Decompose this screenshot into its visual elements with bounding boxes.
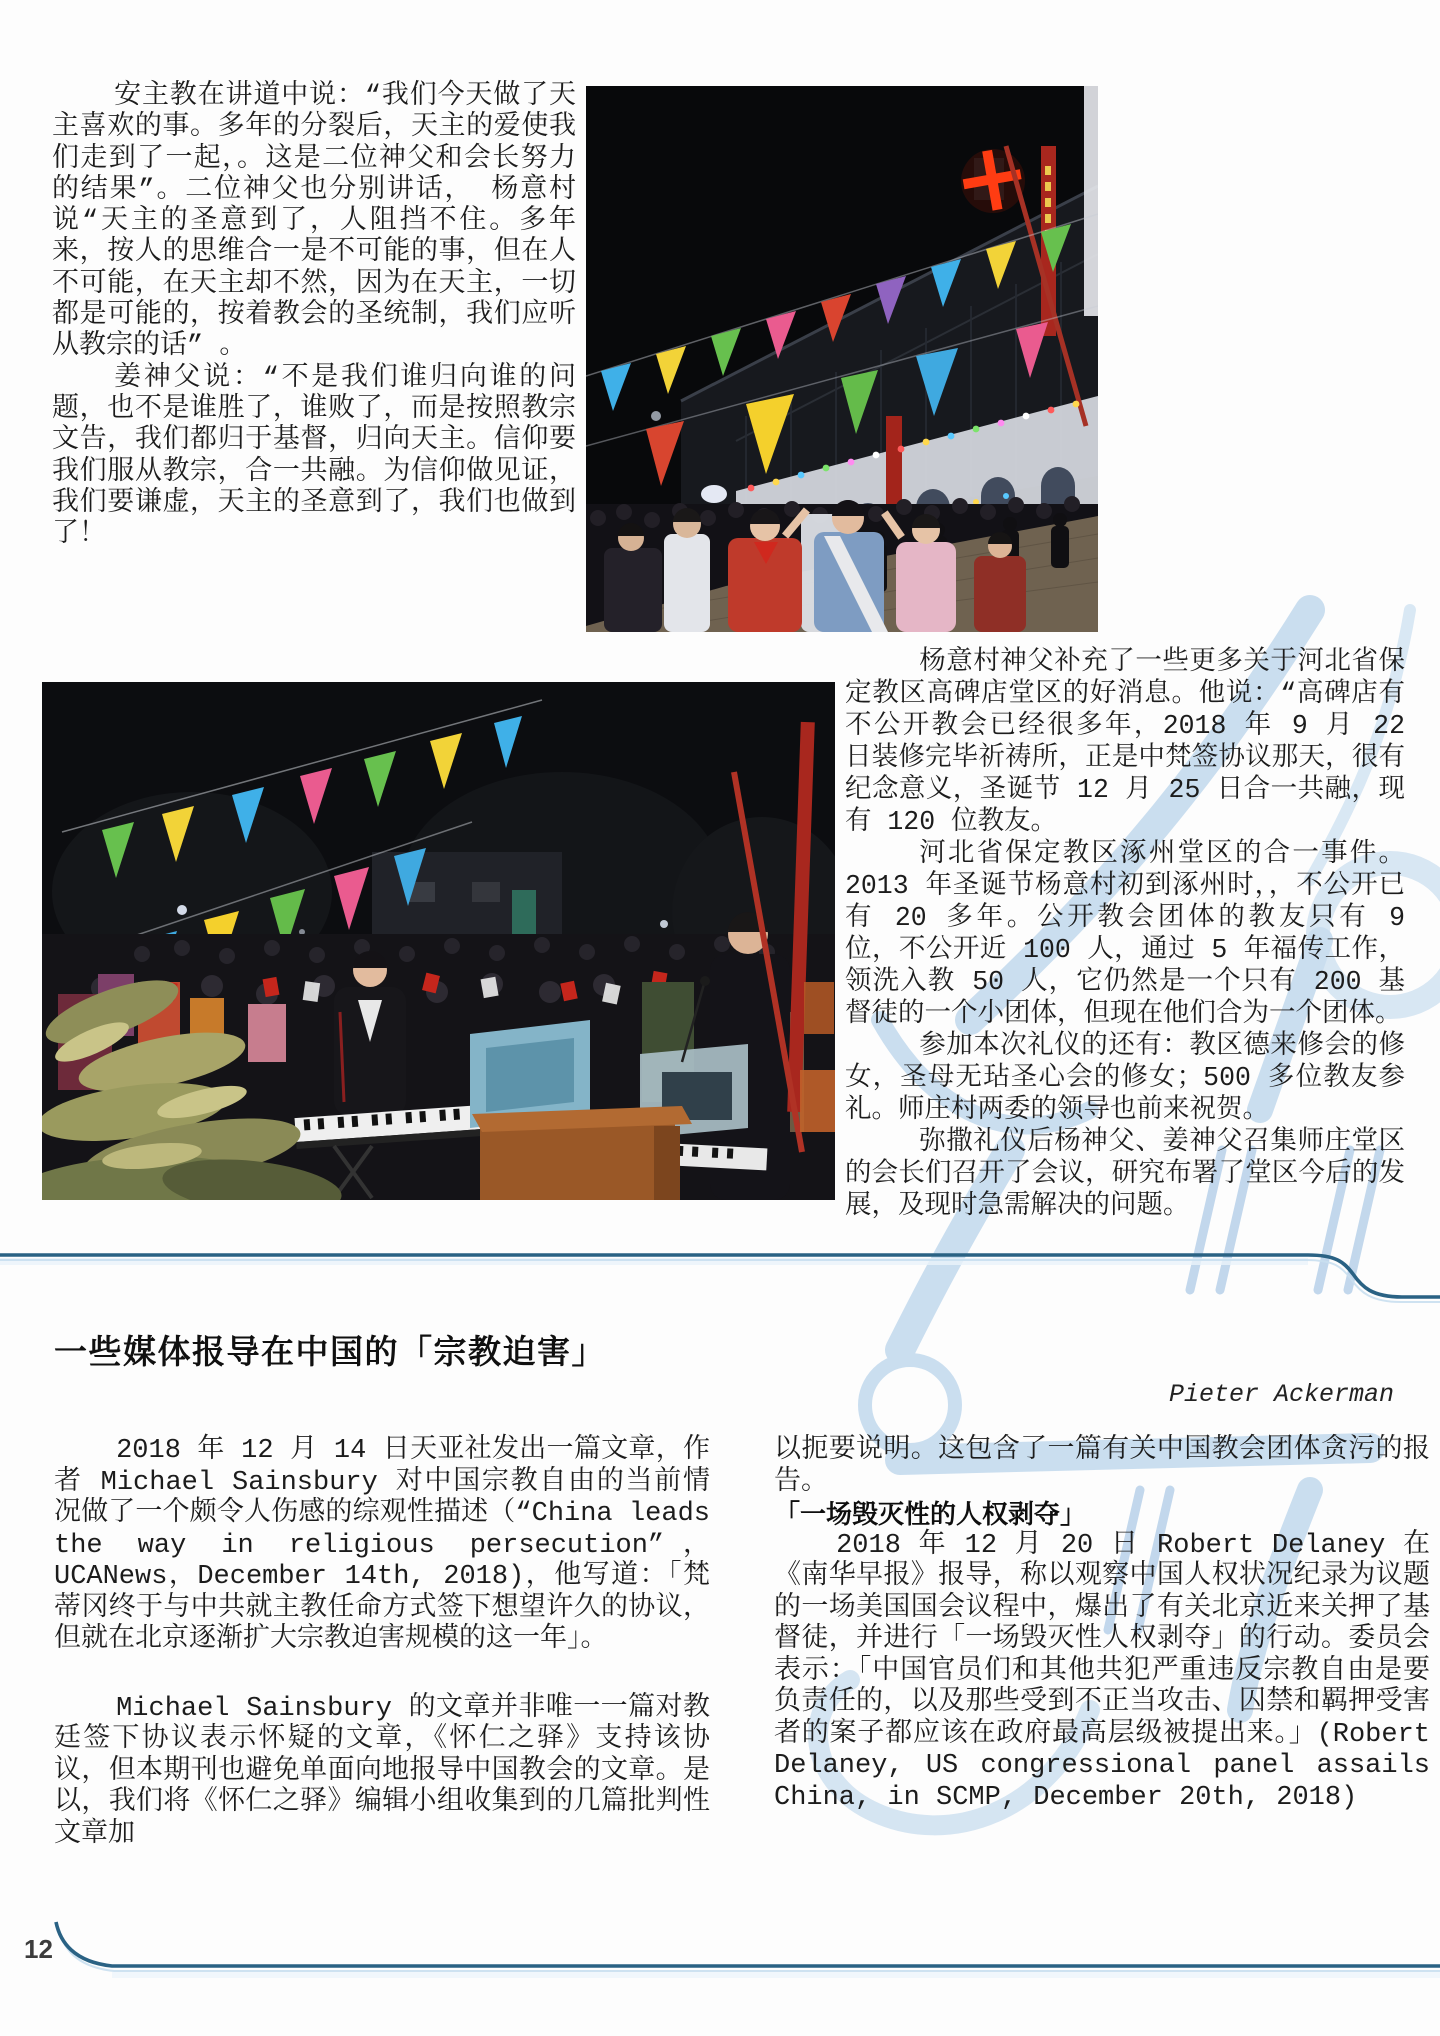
- paragraph: 2018 年 12 月 20 日 Robert Delaney 在《南华早报》报导，称以观察中国人权状况纪录为议题的一场美国国会议程中，爆出了有关北京近来关押了基督徒，并进行「一场毁灭性人权剥夺」的行动。委员会表示：「中国官员们和其他共犯严重违反宗教自由是要负责任的，以及那些受到不正当攻击、囚禁和羁押受害者的案子都应该在政府最高层级被提出来。」(Robert Delaney, US congressional panel assails China, in SCMP, December 20th, 2018): [774, 1530, 1430, 1813]
- photo-outdoor-choir: [42, 682, 835, 1200]
- page-number: 12: [24, 1934, 53, 1964]
- section-divider-rule: [0, 1238, 1440, 1318]
- paragraph: 姜神父说：“不是我们谁归向谁的问题，也不是谁胜了，谁败了，而是按照教宗文告，我们都归于基督，归向天主。信仰要我们服从教宗，合一共融。为信仰做见证，我们要谦虚，天主的圣意到了，我们也做到了！: [52, 363, 576, 551]
- subheading-human-rights: 「一场毁灭性的人权剥夺」: [774, 1499, 1087, 1529]
- author-byline: Pieter Ackerman: [1168, 1380, 1394, 1409]
- paragraph: 参加本次礼仪的还有：教区德来修会的修女，圣母无玷圣心会的修女；500 多位教友参礼。师庄村两委的领导也前来祝贺。: [845, 1031, 1405, 1125]
- paragraph: Michael Sainsbury 的文章并非唯一一篇对教廷签下协议表示怀疑的文章，《怀仁之驿》支持该协议，但本期刊也避免单面向地报导中国教会的文章。是以，我们将《怀仁之驿》编辑小组收集到的几篇批判性文章加: [54, 1693, 710, 1850]
- photo2-illustration: [42, 682, 835, 1200]
- article-media-reports-col2: [774, 1436, 1430, 1814]
- paragraph: 河北省保定教区涿州堂区的合一事件。2013 年圣诞节杨意村初到涿州时，，不公开已有 20 多年。公开教会团体的教友只有 9 位，不公开近 100 人，通过 5 年福传工作，领洗入教 50 人，它仍然是一个只有 200 基督徒的一个小团体，但现在他们合为一个团体。: [845, 839, 1405, 1029]
- crowd: [586, 496, 1098, 632]
- photo1-illustration: [586, 86, 1098, 632]
- section-title: 一些媒体报导在中国的「宗教迫害」: [54, 1333, 606, 1371]
- article-bishop-homily: [52, 82, 576, 551]
- photo-church-night-celebration: [586, 86, 1098, 632]
- footer-rule: [0, 1902, 1440, 2036]
- paragraph: 安主教在讲道中说：“我们今天做了天主喜欢的事。多年的分裂后，天主的爱使我们走到了一起，。这是二位神父和会长努力的结果”。二位神父也分别讲话， 杨意村说“天主的圣意到了，人阻挡不住。多年来，按人的思维合一是不可能的事，但在人不可能，在天主却不然，因为在天主，一切都是可能的，按着教会的圣统制，我们应听从教宗的话” 。: [52, 82, 576, 363]
- paragraph: 2018 年 12 月 14 日天亚社发出一篇文章，作者 Michael Sainsbury 对中国宗教自由的当前情况做了一个颇令人伤感的综观性描述（“China leads the way in religious persecution”，UCANews，December 14th, 2018)，他写道：「梵蒂冈终于与中共就主教任命方式签下想望许久的协议，但就在北京逐渐扩大宗教迫害规模的这一年」。: [54, 1436, 710, 1655]
- paragraph: 弥撒礼仪后杨神父、姜神父召集师庄堂区的会长们召开了会议，研究布署了堂区今后的发展，及现时急需解决的问题。: [845, 1127, 1405, 1221]
- article-parish-updates: [845, 646, 1405, 1222]
- article-media-reports-col1: [54, 1436, 710, 1851]
- paragraph: 杨意村神父补充了一些更多关于河北省保定教区高碑店堂区的好消息。他说：“高碑店有不公开教会已经很多年，2018 年 9 月 22 日装修完毕祈祷所，正是中梵签协议那天，很有纪念意义，圣诞节 12 月 25 日合一共融，现有 120 位教友。: [845, 647, 1405, 837]
- paragraph: 以扼要说明。这包含了一篇有关中国教会团体贪污的报告。: [774, 1436, 1430, 1498]
